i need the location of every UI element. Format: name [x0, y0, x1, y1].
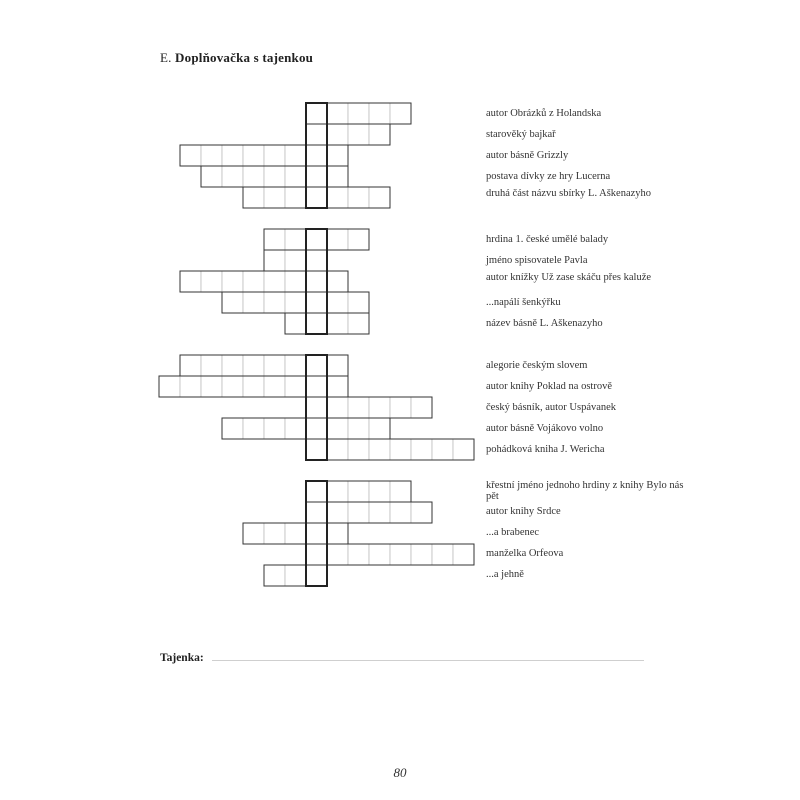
crossword-cell[interactable]	[327, 397, 348, 418]
crossword-cell[interactable]	[243, 145, 264, 166]
crossword-cell[interactable]	[222, 418, 243, 439]
crossword-cell[interactable]	[306, 187, 327, 208]
crossword-cell[interactable]	[369, 481, 390, 502]
crossword-cell[interactable]	[306, 439, 327, 460]
clue-text: ...a brabenec	[486, 527, 540, 538]
crossword-cell[interactable]	[369, 418, 390, 439]
crossword-cell[interactable]	[264, 523, 285, 544]
crossword-cell[interactable]	[306, 145, 327, 166]
crossword-cell[interactable]	[285, 418, 306, 439]
crossword-cell[interactable]	[222, 355, 243, 376]
crossword-cell[interactable]	[411, 397, 432, 418]
crossword-puzzle-1	[180, 103, 411, 208]
crossword-cell[interactable]	[222, 292, 243, 313]
crossword-cell[interactable]	[327, 313, 348, 334]
crossword-cell[interactable]	[222, 145, 243, 166]
crossword-row	[180, 271, 348, 292]
crossword-cell[interactable]	[453, 439, 474, 460]
crossword-cell[interactable]	[411, 544, 432, 565]
crossword-cell[interactable]	[306, 523, 327, 544]
crossword-row	[264, 229, 369, 250]
crossword-cell[interactable]	[285, 565, 306, 586]
crossword-row	[243, 523, 348, 544]
crossword-cell[interactable]	[264, 229, 285, 250]
crossword-cell[interactable]	[285, 145, 306, 166]
crossword-cell[interactable]	[159, 376, 180, 397]
crossword-cell[interactable]	[306, 565, 327, 586]
crossword-row	[306, 397, 432, 418]
crossword-cell[interactable]	[285, 376, 306, 397]
crossword-cell[interactable]	[327, 229, 348, 250]
crossword-cell[interactable]	[264, 271, 285, 292]
crossword-cell[interactable]	[285, 292, 306, 313]
crossword-cell[interactable]	[264, 565, 285, 586]
crossword-cell[interactable]	[243, 376, 264, 397]
crossword-cell[interactable]	[306, 229, 327, 250]
crossword-row	[180, 145, 348, 166]
crossword-row	[306, 439, 474, 460]
crossword-cell[interactable]	[327, 523, 348, 544]
crossword-cell[interactable]	[327, 187, 348, 208]
crossword-cell[interactable]	[306, 103, 327, 124]
crossword-cell[interactable]	[348, 418, 369, 439]
crossword-cell[interactable]	[327, 145, 348, 166]
crossword-cell[interactable]	[327, 418, 348, 439]
crossword-cell[interactable]	[390, 439, 411, 460]
crossword-cell[interactable]	[243, 355, 264, 376]
crossword-cell[interactable]	[243, 166, 264, 187]
crossword-cell[interactable]	[285, 355, 306, 376]
crossword-cell[interactable]	[369, 439, 390, 460]
crossword-cell[interactable]	[306, 313, 327, 334]
clue-text: autor básně Grizzly	[486, 150, 569, 161]
crossword-cell[interactable]	[327, 355, 348, 376]
crossword-cell[interactable]	[432, 544, 453, 565]
crossword-cell[interactable]	[348, 439, 369, 460]
crossword-cell[interactable]	[180, 145, 201, 166]
crossword-cell[interactable]	[243, 418, 264, 439]
crossword-cell[interactable]	[369, 502, 390, 523]
crossword-cell[interactable]	[285, 523, 306, 544]
crossword-row	[306, 502, 432, 523]
crossword-cell[interactable]	[222, 376, 243, 397]
crossword-cell[interactable]	[327, 376, 348, 397]
crossword-cell[interactable]	[264, 355, 285, 376]
clue-text: pohádková kniha J. Wericha	[486, 444, 605, 455]
crossword-cell[interactable]	[369, 103, 390, 124]
crossword-cell[interactable]	[306, 376, 327, 397]
crossword-cell[interactable]	[348, 502, 369, 523]
crossword-row	[306, 124, 390, 145]
crossword-cell[interactable]	[327, 103, 348, 124]
crossword-cell[interactable]	[201, 355, 222, 376]
crossword-cell[interactable]	[348, 103, 369, 124]
crossword-cell[interactable]	[348, 313, 369, 334]
crossword-puzzle-3	[159, 355, 474, 460]
clue-text: ...napálí šenkýřku	[486, 297, 561, 308]
crossword-cell[interactable]	[264, 250, 285, 271]
clue-text: křestní jméno jednoho hrdiny z knihy Bylo nás pět	[486, 480, 684, 502]
crossword-cell[interactable]	[432, 439, 453, 460]
crossword-cell[interactable]	[306, 544, 327, 565]
crossword-cell[interactable]	[222, 166, 243, 187]
crossword-cell[interactable]	[264, 418, 285, 439]
crossword-cell[interactable]	[264, 166, 285, 187]
crossword-cell[interactable]	[327, 481, 348, 502]
crossword-cell[interactable]	[285, 187, 306, 208]
crossword-cell[interactable]	[306, 166, 327, 187]
page-number: 80	[393, 765, 407, 780]
crossword-cell[interactable]	[264, 145, 285, 166]
clue-text: autor knížky Už zase skáču přes kaluže	[486, 272, 652, 283]
crossword-cell[interactable]	[201, 166, 222, 187]
crossword-row	[159, 376, 348, 397]
crossword-cell[interactable]	[348, 292, 369, 313]
clue-text: autor Obrázků z Holandska	[486, 108, 602, 119]
crossword-cell[interactable]	[306, 481, 327, 502]
crossword-cell[interactable]	[390, 502, 411, 523]
clue-text: starověký bajkař	[486, 129, 556, 140]
crossword-cell[interactable]	[306, 250, 327, 271]
clue-text: postava dívky ze hry Lucerna	[486, 171, 611, 182]
crossword-cell[interactable]	[306, 124, 327, 145]
clue-text: hrdina 1. české umělé balady	[486, 234, 609, 245]
crossword-row	[306, 103, 411, 124]
crossword-puzzle-4	[243, 481, 474, 586]
crossword-cell[interactable]	[243, 187, 264, 208]
crossword-cell[interactable]	[327, 502, 348, 523]
crossword-cell[interactable]	[348, 187, 369, 208]
crossword-cell[interactable]	[327, 544, 348, 565]
crossword-cell[interactable]	[390, 397, 411, 418]
crossword-cell[interactable]	[201, 145, 222, 166]
crossword-cell[interactable]	[285, 250, 306, 271]
crossword-cell[interactable]	[243, 523, 264, 544]
clue-text: autor knihy Poklad na ostrově	[486, 381, 612, 392]
crossword-row	[264, 250, 327, 271]
crossword-cell[interactable]	[264, 187, 285, 208]
crossword-cell[interactable]	[222, 271, 243, 292]
crossword-cell[interactable]	[369, 124, 390, 145]
clue-text: český básník, autor Uspávanek	[486, 402, 617, 413]
crossword-cell[interactable]	[348, 544, 369, 565]
crossword-cell[interactable]	[390, 481, 411, 502]
crossword-cell[interactable]	[348, 229, 369, 250]
crossword-cell[interactable]	[285, 313, 306, 334]
crossword-cell[interactable]	[180, 271, 201, 292]
crossword-cell[interactable]	[264, 292, 285, 313]
clue-text: autor knihy Srdce	[486, 506, 561, 517]
crossword-cell[interactable]	[285, 229, 306, 250]
crossword-cell[interactable]	[390, 103, 411, 124]
crossword-cell[interactable]	[369, 187, 390, 208]
crossword-cell[interactable]	[327, 271, 348, 292]
crossword-cell[interactable]	[201, 271, 222, 292]
crossword-cell[interactable]	[306, 502, 327, 523]
crossword-row	[243, 187, 390, 208]
clue-text: ...a jehně	[486, 569, 524, 580]
crossword-cell[interactable]	[306, 418, 327, 439]
crossword-cell[interactable]	[285, 166, 306, 187]
crossword-cell[interactable]	[306, 292, 327, 313]
crossword-cell[interactable]	[180, 355, 201, 376]
crossword-cell[interactable]	[201, 376, 222, 397]
crossword-cell[interactable]	[411, 502, 432, 523]
crossword-cell[interactable]	[327, 124, 348, 145]
crossword-cell[interactable]	[243, 271, 264, 292]
crossword-cell[interactable]	[327, 292, 348, 313]
solution-row	[160, 652, 204, 664]
crossword-cell[interactable]	[390, 544, 411, 565]
crossword-row	[306, 544, 474, 565]
clue-text: název básně L. Aškenazyho	[486, 318, 603, 329]
crossword-cell[interactable]	[348, 397, 369, 418]
crossword-puzzle-2	[180, 229, 369, 334]
clue-text: druhá část názvu sbírky L. Aškenazyho	[486, 188, 652, 199]
crossword-cell[interactable]	[264, 376, 285, 397]
solution-answer-line[interactable]	[212, 660, 644, 661]
crossword-row	[264, 565, 327, 586]
crossword-cell[interactable]	[306, 397, 327, 418]
crossword-cell[interactable]	[369, 397, 390, 418]
crossword-cell[interactable]	[180, 376, 201, 397]
crossword-cell[interactable]	[306, 355, 327, 376]
exercise-title: Doplňovačka s tajenkou	[175, 50, 314, 65]
clue-text: autor básně Vojákovo volno	[486, 423, 604, 434]
crossword-row	[180, 355, 348, 376]
crossword-cell[interactable]	[243, 292, 264, 313]
solution-label: Tajenka:	[160, 652, 204, 664]
exercise-letter: E.	[160, 50, 172, 65]
clue-text: manželka Orfeova	[486, 548, 564, 559]
crossword-cell[interactable]	[348, 124, 369, 145]
crossword-cell[interactable]	[411, 439, 432, 460]
crossword-row	[222, 292, 369, 313]
crossword-cell[interactable]	[453, 544, 474, 565]
crossword-row	[306, 481, 411, 502]
crossword-cell[interactable]	[306, 271, 327, 292]
clue-text: alegorie českým slovem	[486, 360, 588, 371]
crossword-cell[interactable]	[327, 439, 348, 460]
crossword-cell[interactable]	[348, 481, 369, 502]
crossword-cell[interactable]	[327, 166, 348, 187]
crossword-cell[interactable]	[285, 271, 306, 292]
crossword-row	[201, 166, 348, 187]
crossword-cell[interactable]	[369, 544, 390, 565]
clue-text: jméno spisovatele Pavla	[486, 255, 588, 266]
